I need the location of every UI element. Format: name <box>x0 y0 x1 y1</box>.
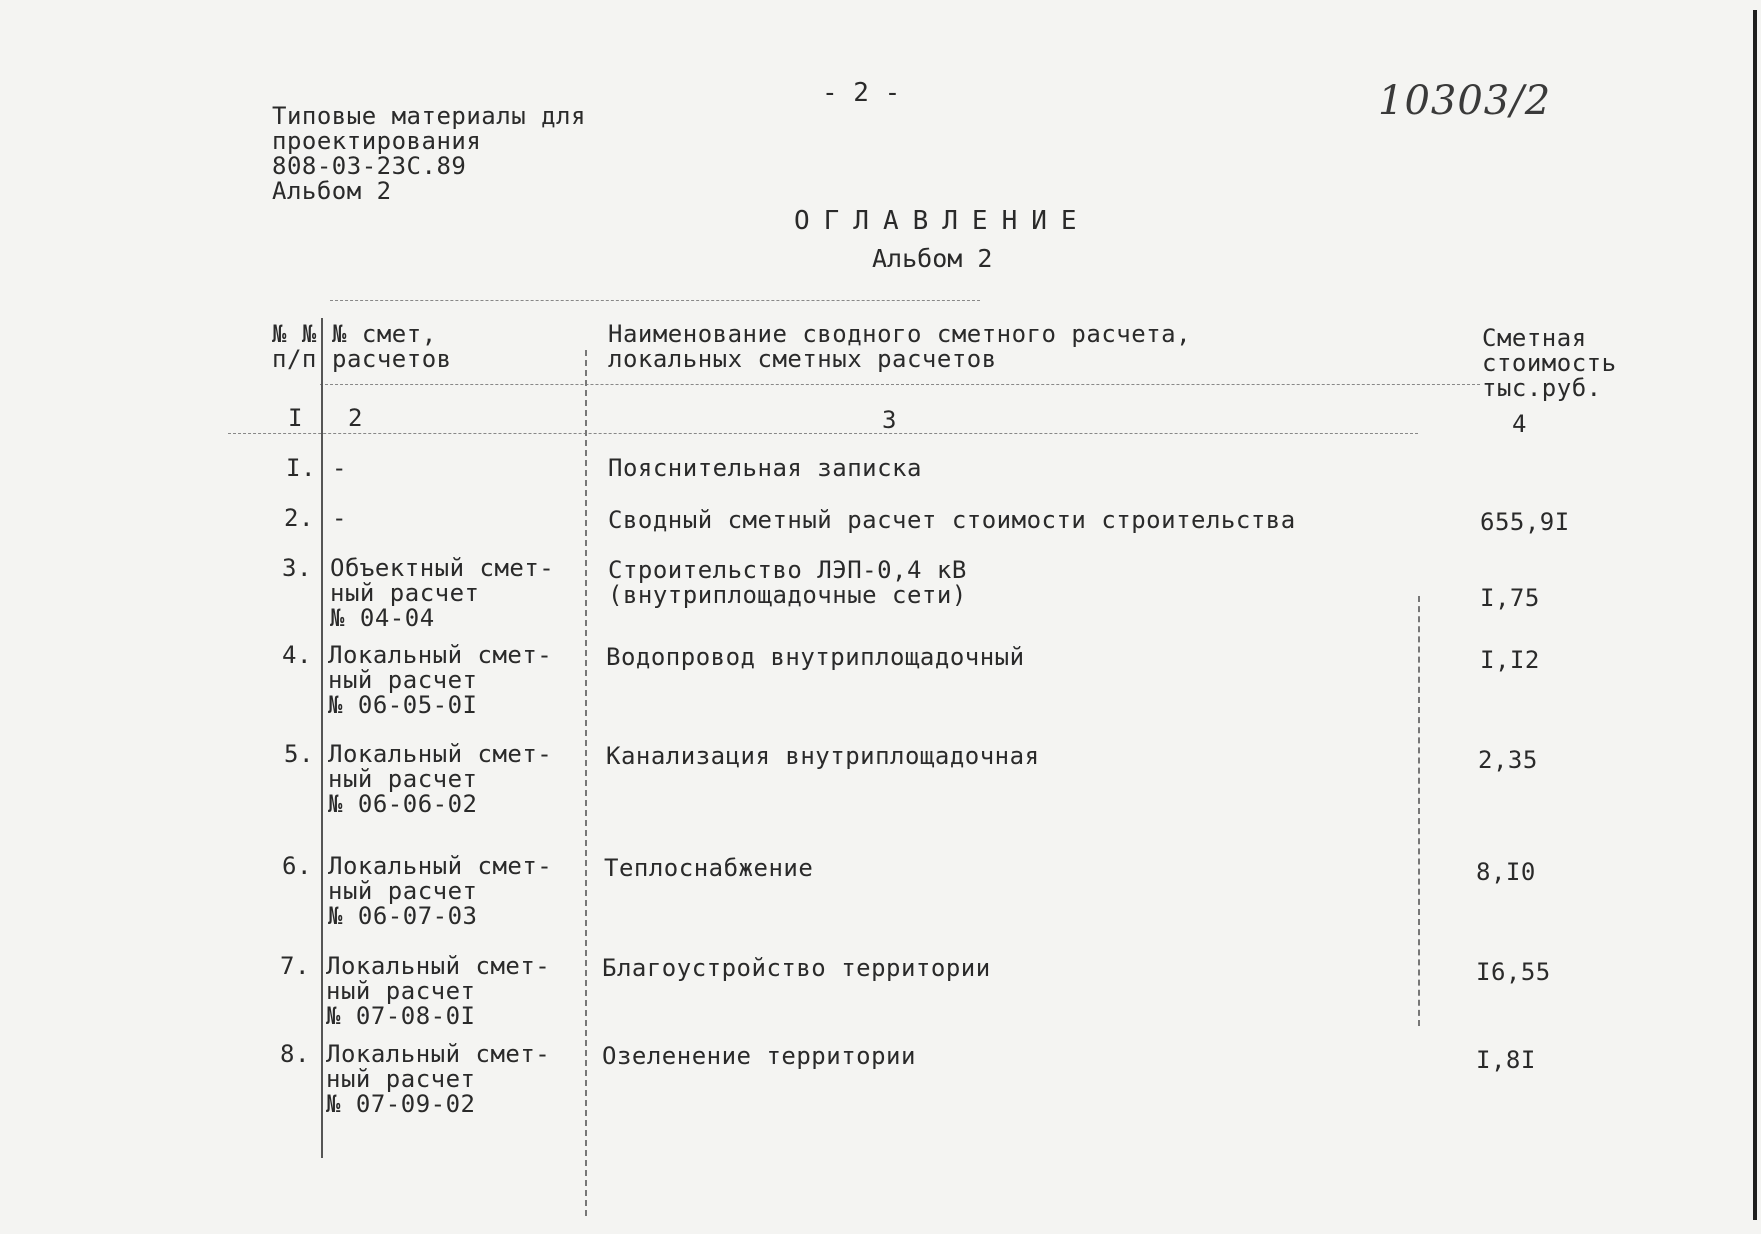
estimate-reference: Локальный смет- ный расчет № 07-09-02 <box>326 1040 551 1118</box>
table-top-rule <box>330 300 980 301</box>
col-number-1: I <box>288 404 303 432</box>
estimate-name: Благоустройство территории <box>602 954 991 982</box>
header-col-1: № № п/п <box>272 320 317 373</box>
col-number-2: 2 <box>348 404 363 432</box>
column-divider-1 <box>321 318 323 1158</box>
estimate-reference: Локальный смет- ный расчет № 06-07-03 <box>328 852 553 930</box>
estimate-name: Теплоснабжение <box>604 854 814 882</box>
doc-header-line-1: Типовые материалы для <box>272 102 586 130</box>
header-col-4: Сметная стоимость тыс.руб. <box>1482 324 1617 402</box>
page-title: ОГЛАВЛЕНИЕ <box>794 206 1091 236</box>
column-divider-2 <box>585 350 587 1216</box>
estimate-reference: Локальный смет- ный расчет № 06-05-0I <box>328 641 553 719</box>
header-col-2: № смет, расчетов <box>332 320 452 373</box>
estimate-cost: I,I2 <box>1480 646 1540 674</box>
column-divider-3 <box>1418 596 1420 1026</box>
estimate-name: Озеленение территории <box>602 1042 916 1070</box>
page-edge <box>1753 10 1757 1220</box>
col-number-4: 4 <box>1512 410 1527 438</box>
header-bottom-rule <box>320 384 1480 385</box>
estimate-name: Водопровод внутриплощадочный <box>606 643 1025 671</box>
estimate-reference: Локальный смет- ный расчет № 07-08-0I <box>326 952 551 1030</box>
row-number: 4. <box>282 641 312 669</box>
row-number: 3. <box>282 554 312 582</box>
estimate-reference: - <box>332 504 347 532</box>
estimate-cost: I6,55 <box>1476 958 1551 986</box>
row-number: I. <box>286 454 316 482</box>
row-number: 8. <box>280 1040 310 1068</box>
page-number: - 2 - <box>822 78 901 108</box>
estimate-reference: - <box>332 454 347 482</box>
header-col-3: Наименование сводного сметного расчета, локальных сметных расчетов <box>608 320 1192 373</box>
row-number: 5. <box>284 740 314 768</box>
numbers-bottom-rule <box>228 433 1418 434</box>
doc-header-line-3: 808-03-23С.89 <box>272 152 467 180</box>
estimate-reference: Объектный смет- ный расчет № 04-04 <box>330 554 555 632</box>
estimate-cost: 8,I0 <box>1476 858 1536 886</box>
row-number: 6. <box>282 852 312 880</box>
estimate-cost: I,8I <box>1476 1046 1536 1074</box>
estimate-name: Канализация внутриплощадочная <box>606 742 1040 770</box>
estimate-cost: 2,35 <box>1478 746 1538 774</box>
col-number-3: 3 <box>882 406 897 434</box>
estimate-cost: I,75 <box>1480 584 1540 612</box>
row-number: 7. <box>280 952 310 980</box>
row-number: 2. <box>284 504 314 532</box>
estimate-name: Строительство ЛЭП-0,4 кВ (внутриплощадочные сети) <box>608 556 967 609</box>
estimate-cost: 655,9I <box>1480 508 1570 536</box>
page-subtitle: Альбом 2 <box>872 244 993 273</box>
estimate-name: Сводный сметный расчет стоимости строительства <box>608 506 1296 534</box>
estimate-reference: Локальный смет- ный расчет № 06-06-02 <box>328 740 553 818</box>
doc-header-line-2: проектирования <box>272 127 482 155</box>
archive-number: 10303/2 <box>1378 78 1552 124</box>
estimate-name: Пояснительная записка <box>608 454 922 482</box>
doc-header-line-4: Альбом 2 <box>272 177 392 205</box>
